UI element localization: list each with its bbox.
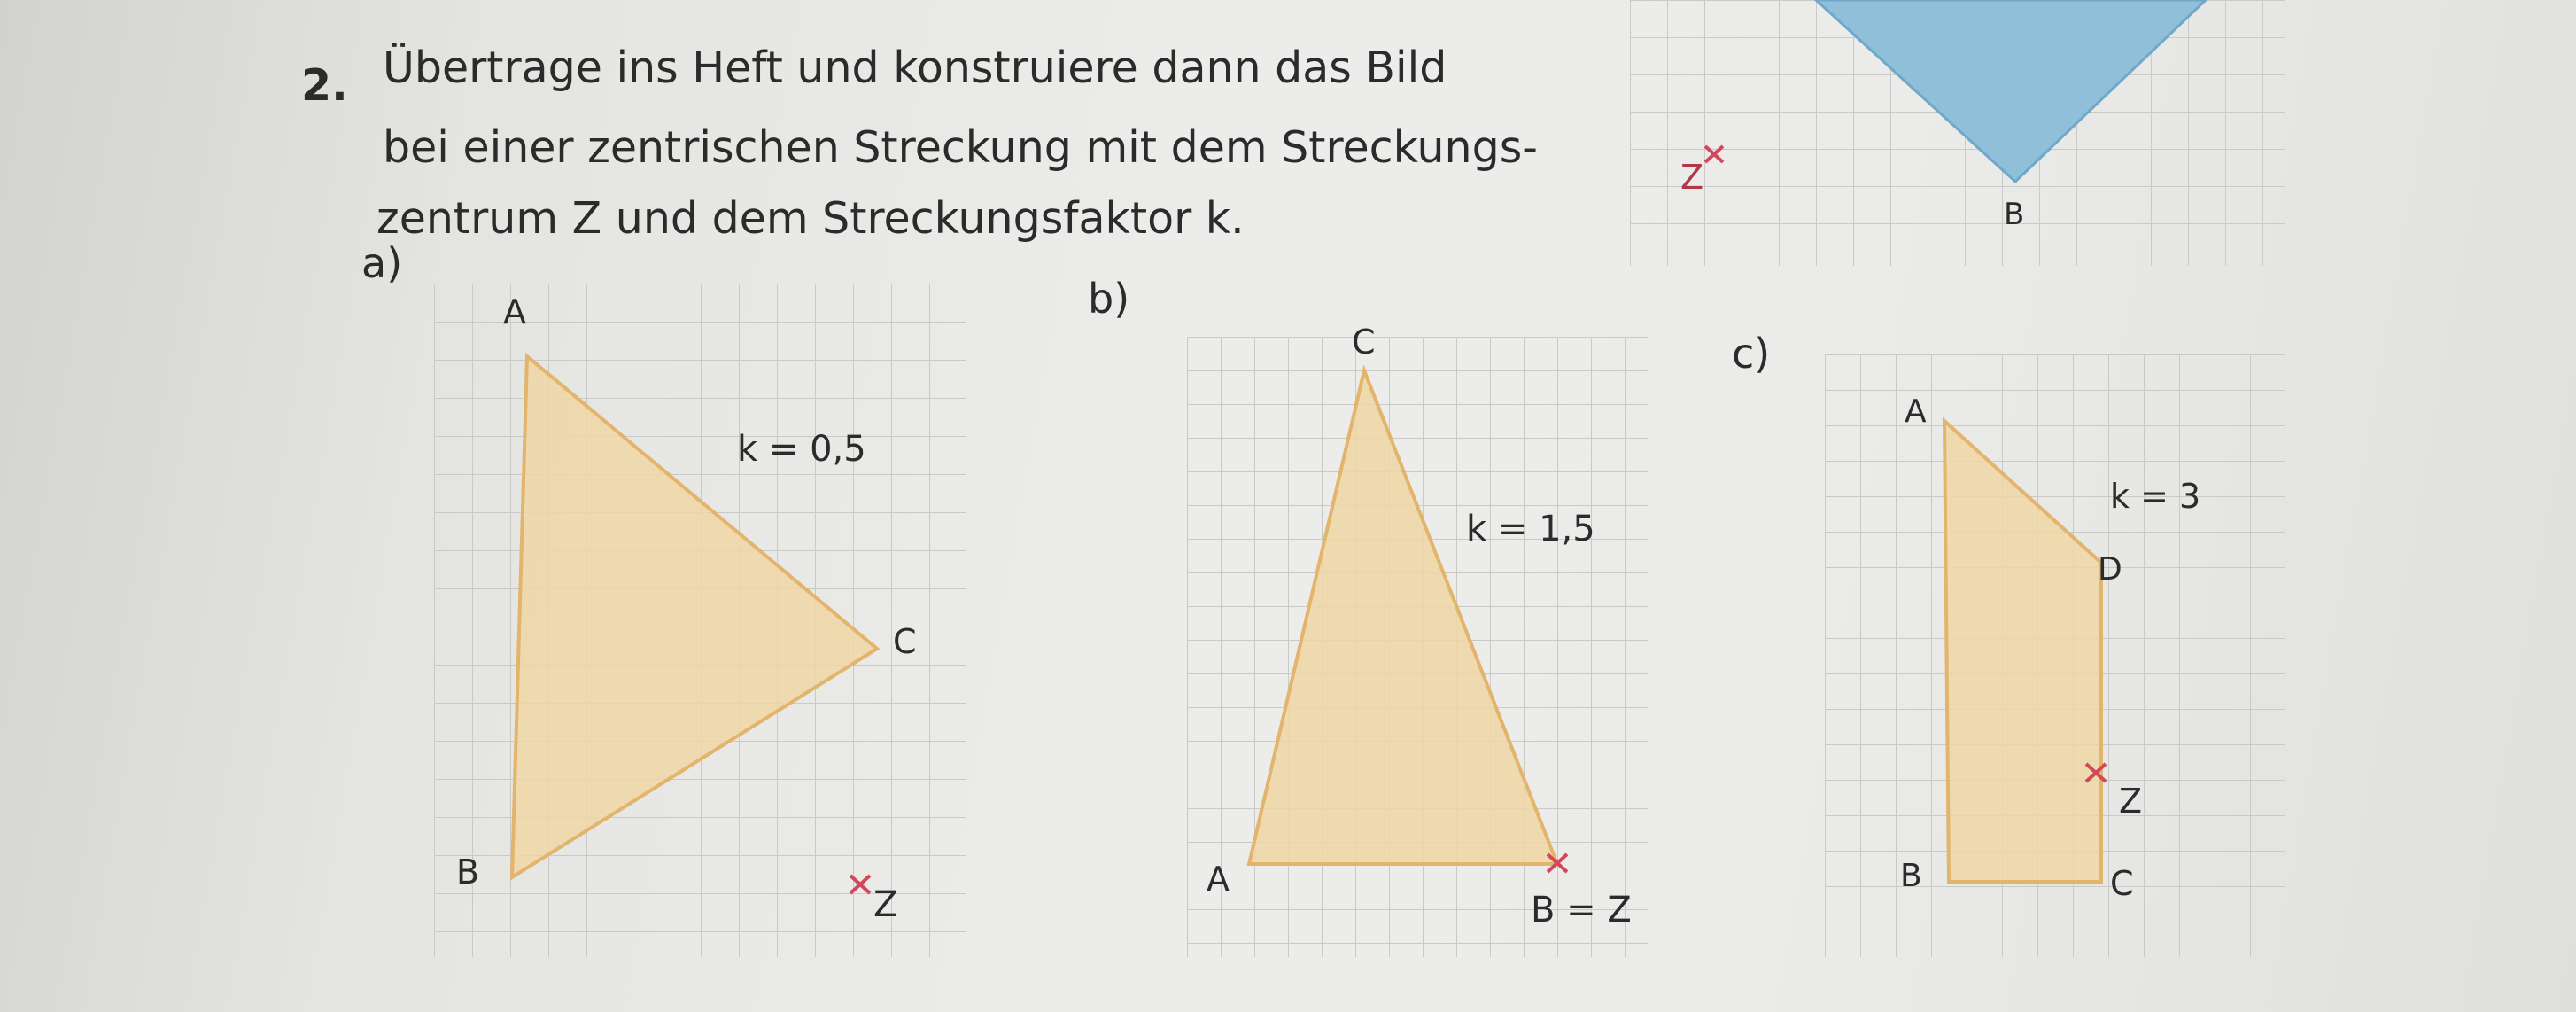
b-center-BZ: B = Z [1531, 890, 1632, 930]
b-factor: k = 1,5 [1466, 509, 1595, 549]
b-vertex-A: A [1207, 860, 1230, 899]
c-factor: k = 3 [2110, 477, 2201, 516]
a-vertex-B: B [456, 852, 480, 891]
exercise-line-1: Übertrage ins Heft und konstruiere dann das Bild [383, 43, 1447, 93]
top-b-label: B [2004, 197, 2025, 232]
part-c-label: c) [1732, 330, 1771, 378]
c-vertex-A: A [1905, 393, 1927, 430]
c-vertex-D: D [2098, 551, 2122, 588]
part-a-label: a) [361, 239, 403, 287]
exercise-line-2: bei einer zentrischen Streckung mit dem Streckungs- [383, 122, 1538, 173]
exercise-line-3: zentrum Z und dem Streckungsfaktor k. [376, 193, 1245, 244]
a-vertex-A: A [503, 292, 526, 331]
c-vertex-C: C [2110, 864, 2134, 903]
a-vertex-C: C [893, 622, 917, 661]
exercise-number: 2. [301, 60, 348, 111]
b-vertex-C: C [1352, 323, 1376, 362]
a-center-Z: Z [873, 884, 898, 925]
c-center-Z: Z [2119, 782, 2143, 821]
top-z-label: Z [1680, 158, 1704, 197]
part-b-label: b) [1088, 275, 1130, 323]
c-vertex-B: B [1900, 858, 1922, 894]
a-factor: k = 0,5 [737, 429, 866, 470]
